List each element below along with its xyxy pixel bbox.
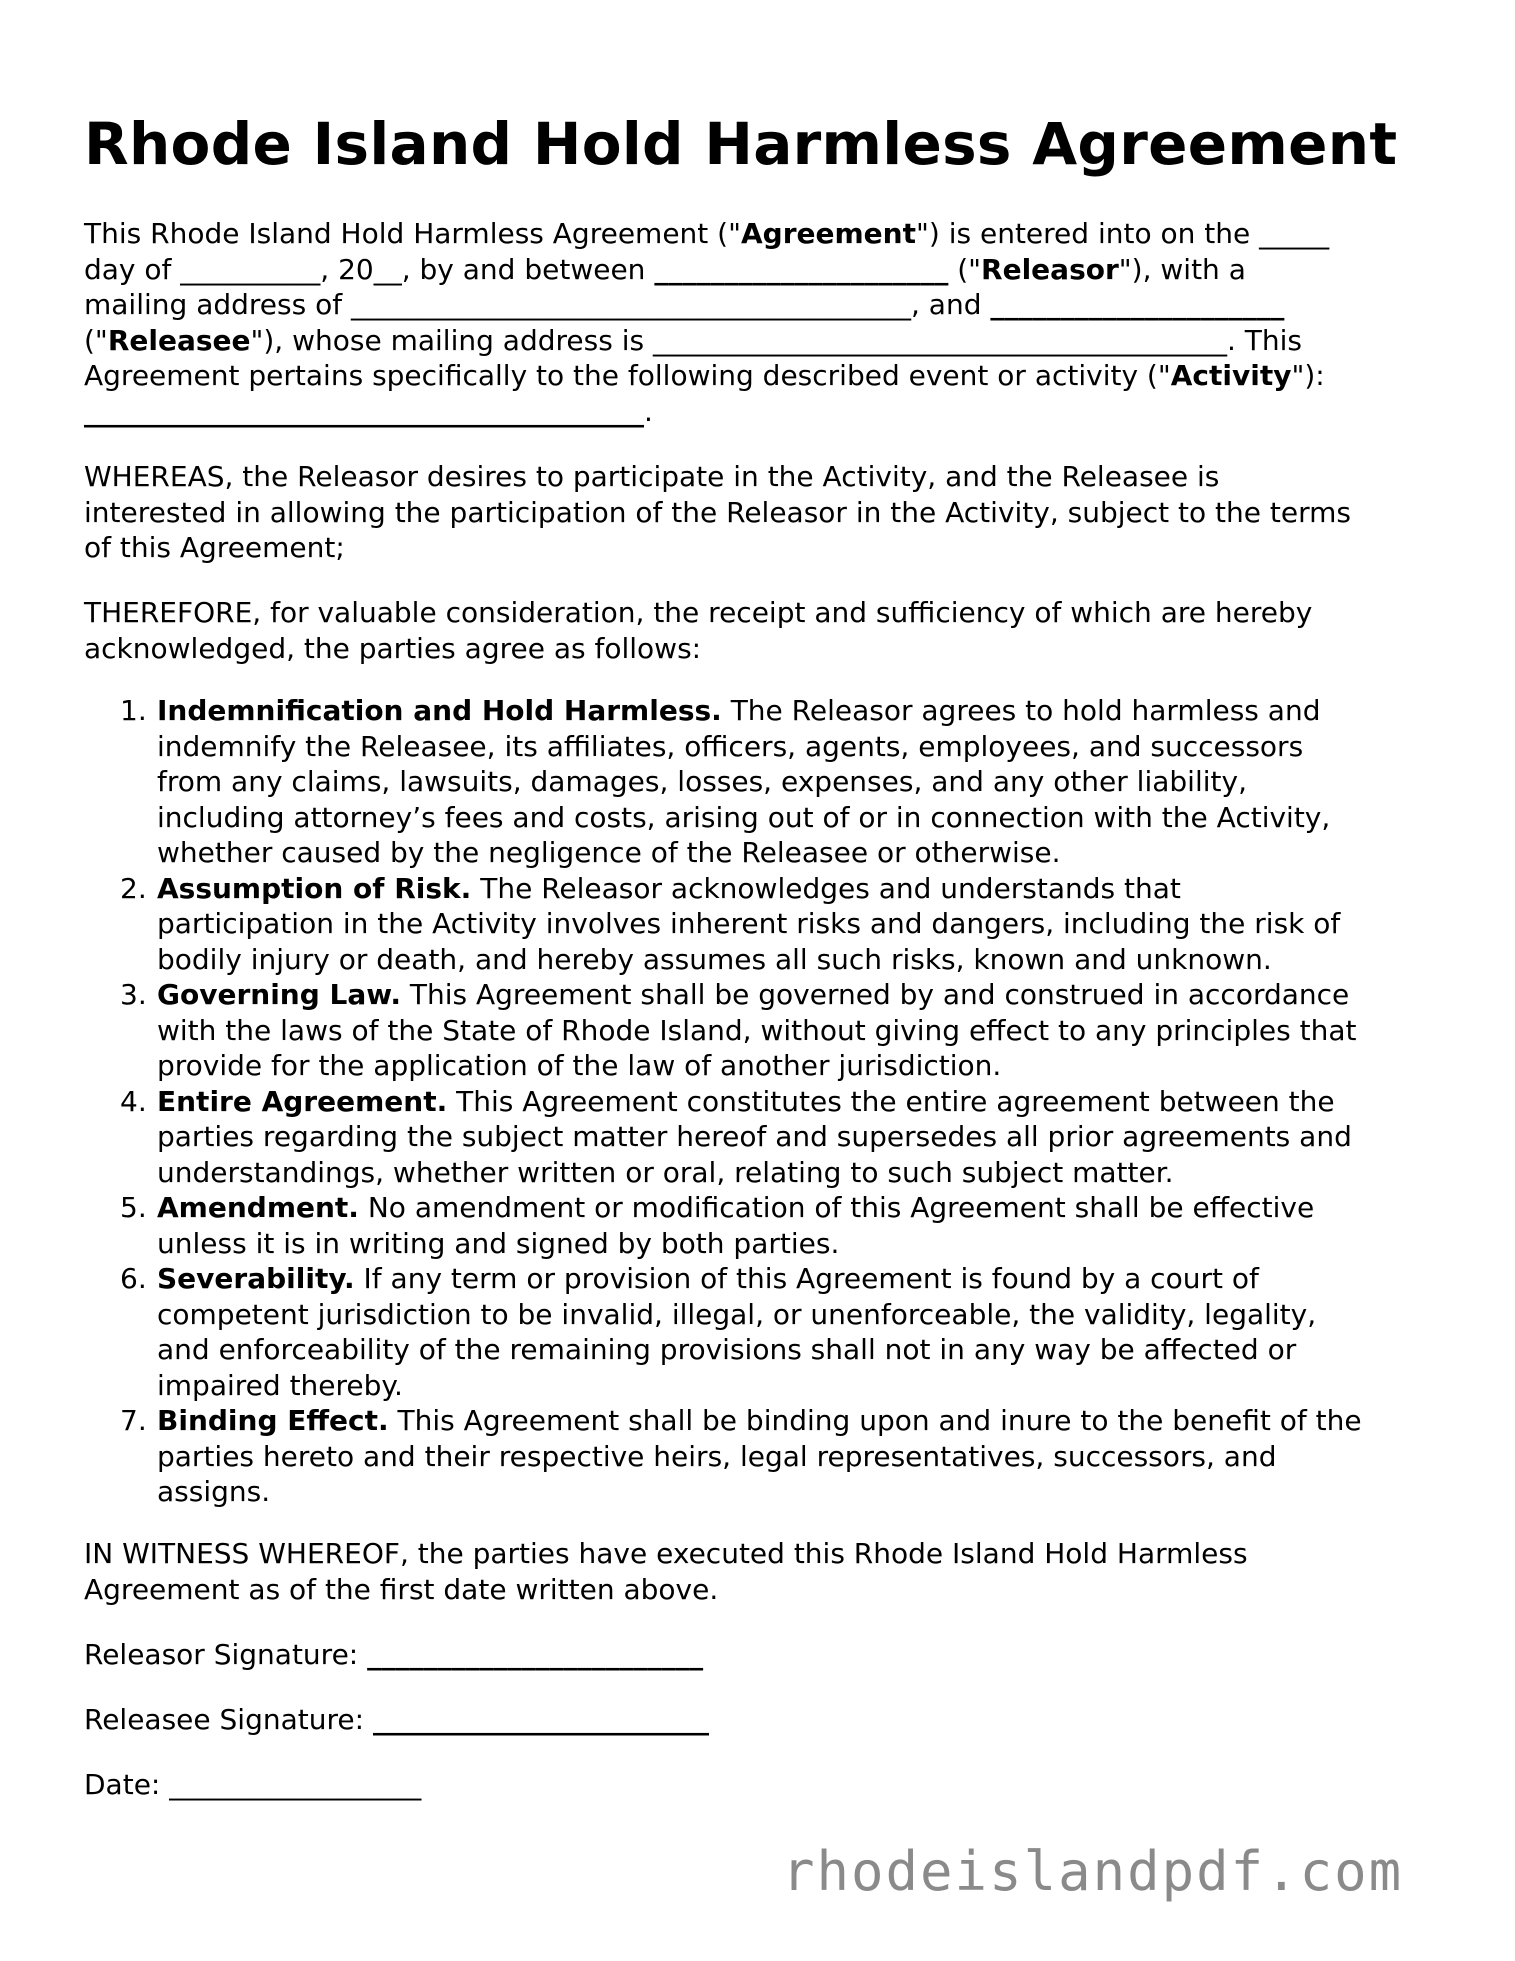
date-line [84,1767,421,1802]
intro-text: . [644,394,653,428]
clause-item [84,693,1444,871]
clause-heading: Entire Agreement. [157,1084,448,1118]
clause-line [157,1226,1444,1262]
clause-text: and enforceability of the remaining provisions shall not in any way be affected or [157,1333,1297,1366]
intro-text: (" [84,323,108,357]
releasor-signature-line [84,1637,703,1672]
clause-text: with the laws of the State of Rhode Island, without giving effect to any principles that [157,1013,1357,1047]
therefore-line: THEREFORE, for valuable consideration, the receipt and sufficiency of which are hereby [84,596,1313,629]
clause-line [157,1261,1444,1297]
releasee-signature-field[interactable]: ________________________ [372,1703,709,1736]
clause-line [157,1439,1444,1475]
clause-number: 1. [120,694,147,727]
clause-text: This Agreement shall be governed by and construed in accordance [400,978,1350,1011]
clause-line [157,1084,1444,1120]
clauses-list [84,693,1444,1510]
whereas-line: of this Agreement; [84,531,345,564]
date-label: Date: [84,1768,170,1801]
clause-heading: Indemnification and Hold Harmless. [157,694,722,727]
clause-item [84,1261,1444,1403]
clause-text: including attorney’s fees and costs, arising out of or in connection with the Activity, [157,800,1331,834]
defined-term: Agreement [741,217,916,250]
clause-line [157,1119,1444,1155]
clause-text: If any term or provision of this Agreement is found by a court of [354,1262,1259,1295]
clause-line [157,693,1444,729]
clause-line [157,1013,1444,1049]
clause-line [157,764,1444,800]
clause-text: The Releasor agrees to hold harmless and [721,694,1321,727]
clause-item [84,1403,1444,1510]
intro-line [84,216,1444,252]
whereas-line: interested in allowing the participation of the Releasor in the Activity, subject to the terms [84,495,1351,529]
clause-heading: Assumption of Risk. [157,871,472,905]
clause-heading: Governing Law. [157,978,401,1011]
intro-line [84,287,1444,323]
clause-number: 2. [120,871,147,905]
clause-heading: Amendment. [157,1191,359,1224]
clause-text: This Agreement shall be binding upon and inure to the benefit of the [388,1404,1362,1437]
clause-text: from any claims, lawsuits, damages, losses, expenses, and any other liability, [157,765,1247,798]
intro-text: "): [1291,359,1325,392]
clause-text: The Releasor acknowledges and understands that [471,871,1181,905]
clause-text: bodily injury or death, and hereby assumes all such risks, known and unknown. [157,942,1272,976]
witness-paragraph [84,1536,1444,1607]
clause-line [157,729,1444,765]
clause-text: parties regarding the subject matter hereof and supersedes all prior agreements and [157,1120,1352,1153]
clause-line [157,1155,1444,1191]
clause-line [157,1297,1444,1333]
releasor-signature-label: Releasor Signature: [84,1638,368,1671]
clause-text: This Agreement constitutes the entire agreement between the [447,1084,1335,1118]
clause-line [157,942,1444,978]
intro-text: (" [948,252,982,286]
clause-text: whether caused by the negligence of the Releasee or otherwise. [157,836,1061,869]
clause-text: participation in the Activity involves inherent risks and dangers, including the risk of [157,907,1341,940]
witness-line: IN WITNESS WHEREOF, the parties have executed this Rhode Island Hold Harmless [84,1537,1248,1570]
clause-line [157,906,1444,942]
intro-line [84,252,1444,288]
intro-text: "), with a [1118,252,1246,286]
whereas-paragraph [84,459,1444,566]
clause-number: 4. [120,1084,147,1118]
intro-text: Agreement pertains specifically to the following described event or activity (" [84,359,1171,392]
intro-text: "), whose mailing address is _________________________________________. This [250,323,1302,357]
clause-text: impaired thereby. [157,1368,403,1402]
intro-text: day of __________, 20__, by and between [84,252,655,286]
clause-number: 6. [120,1262,147,1295]
releasee-signature-line [84,1702,709,1737]
clause-item [84,977,1444,1084]
clause-text: assigns. [157,1475,271,1508]
clause-item [84,1084,1444,1191]
blank-field[interactable]: _____________________ [654,252,949,286]
clause-line [157,1048,1444,1084]
intro-line [84,394,1444,430]
clause-number: 3. [120,978,147,1011]
clause-heading: Binding Effect. [157,1404,389,1437]
clause-line [157,871,1444,907]
clause-line [157,835,1444,871]
clause-number: 5. [120,1191,147,1224]
defined-term: Releasor [981,252,1119,286]
intro-paragraph [84,216,1444,429]
witness-line: Agreement as of the first date written above. [84,1572,719,1606]
intro-line [84,323,1444,359]
defined-term: Releasee [107,323,251,357]
blank-field[interactable]: _____________________ [990,288,1285,321]
therefore-paragraph [84,595,1444,666]
date-field[interactable]: __________________ [169,1768,422,1801]
document-title: Rhode Island Hold Harmless Agreement [84,110,1398,178]
releasor-signature-field[interactable]: ________________________ [367,1638,704,1671]
intro-text: This Rhode Island Hold Harmless Agreement (" [84,217,741,250]
clause-line [157,1403,1444,1439]
clause-heading: Severability. [157,1262,355,1295]
defined-term: Activity [1170,359,1292,392]
clause-text: indemnify the Releasee, its affiliates, officers, agents, employees, and successors [157,729,1304,763]
clause-text: parties hereto and their respective heirs, legal representatives, successors, and [157,1439,1277,1473]
clause-line [157,977,1444,1013]
intro-line [84,358,1444,394]
releasee-signature-label: Releasee Signature: [84,1703,373,1736]
clause-text: understandings, whether written or oral, relating to such subject matter. [157,1155,1174,1189]
blank-field[interactable]: ________________________________________ [84,394,644,428]
clause-text: provide for the application of the law of another jurisdiction. [157,1049,1002,1082]
site-watermark: rhodeislandpdf.com [782,1840,1404,1903]
clause-line [157,1368,1444,1404]
whereas-line: WHEREAS, the Releasor desires to participate in the Activity, and the Releasee is [84,460,1220,493]
clause-text: unless it is in writing and signed by both parties. [157,1226,840,1260]
intro-text: mailing address of ________________________________________, and [84,288,991,321]
clause-item [84,1190,1444,1261]
intro-text: ") is entered into on the _____ [916,217,1330,250]
clause-text: competent jurisdiction to be invalid, illegal, or unenforceable, the validity, legality, [157,1297,1317,1331]
clause-line [157,1332,1444,1368]
clause-line [157,1190,1444,1226]
clause-line [157,1474,1444,1510]
therefore-line: acknowledged, the parties agree as follows: [84,631,702,665]
clause-number: 7. [120,1404,147,1437]
clause-item [84,871,1444,978]
clause-text: No amendment or modification of this Agreement shall be effective [358,1191,1315,1224]
clause-line [157,800,1444,836]
